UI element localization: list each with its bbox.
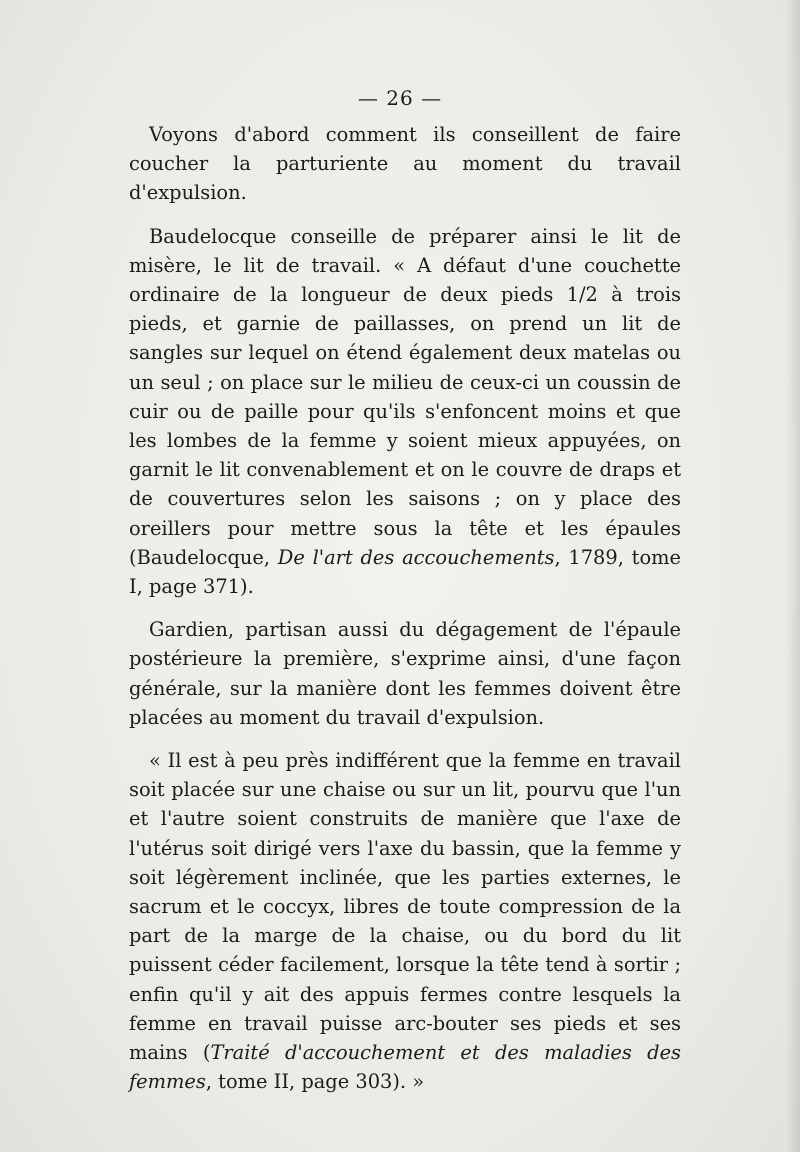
paragraph-2-text-b: , 1789, tome I, page 371). <box>129 545 681 599</box>
paragraph-2-text-a: Baudelocque conseille de préparer ainsi le lit de misère, le lit de travail. « A défaut d'une couchette ordinaire de la longueur de deux pieds 1/2 à trois pieds, et garnie de paillasses, on prend un lit de sangles sur lequel on étend également deux matelas ou un seul ; on place sur le milieu de ceux-ci un coussin de cuir ou de paille pour qu'ils s'enfoncent moins et que les lombes de la femme y soient mieux appuyées, on garnit le lit convenablement et on le couvre de draps et de couvertures selon les saisons ; on y place des oreillers pour mettre sous la tête et les épaules (Baudelocque, <box>129 224 681 569</box>
paragraph-4-text-b: , tome II, page 303). » <box>205 1070 425 1094</box>
paragraph-4-text-a: « Il est à peu près indifférent que la femme en travail soit placée sur une chaise ou sur un lit, pourvu que l'un et l'autre soient construits de manière que l'axe de l'utérus soit dirigé vers l'axe du bassin, que la femme y soit légèrement inclinée, que les parties externes, le sacrum et le coccyx, libres de toute compression de la part de la marge de la chaise, ou du bord du lit puissent céder facilement, lorsque la tête tend à sortir ; enfin qu'il y ait des appuis fermes contre lesquels la femme en travail puisse arc-bouter ses pieds et ses mains ( <box>129 749 681 1065</box>
paragraph-2 <box>129 222 681 602</box>
body-text <box>129 120 681 1097</box>
paragraph-2-citation-title: De l'art des accouchements <box>277 545 555 569</box>
paragraph-4-citation-title: Traité d'accouchement et des maladies des femmes <box>129 1041 681 1094</box>
paragraph-3 <box>129 615 681 732</box>
page-number: — 26 — <box>357 86 443 110</box>
paragraph-3-text: Gardien, partisan aussi du dégagement de l'épaule postérieure la première, s'exprime ainsi, d'une façon générale, sur la manière dont les femmes doivent être placées au moment du travail d'expulsion. <box>129 618 681 729</box>
paragraph-4 <box>129 746 681 1096</box>
paragraph-1-text: Voyons d'abord comment ils conseillent de faire coucher la parturiente au moment du travail d'expulsion. <box>129 123 681 205</box>
page-edge-shadow <box>786 0 800 1152</box>
paragraph-1 <box>129 120 681 208</box>
